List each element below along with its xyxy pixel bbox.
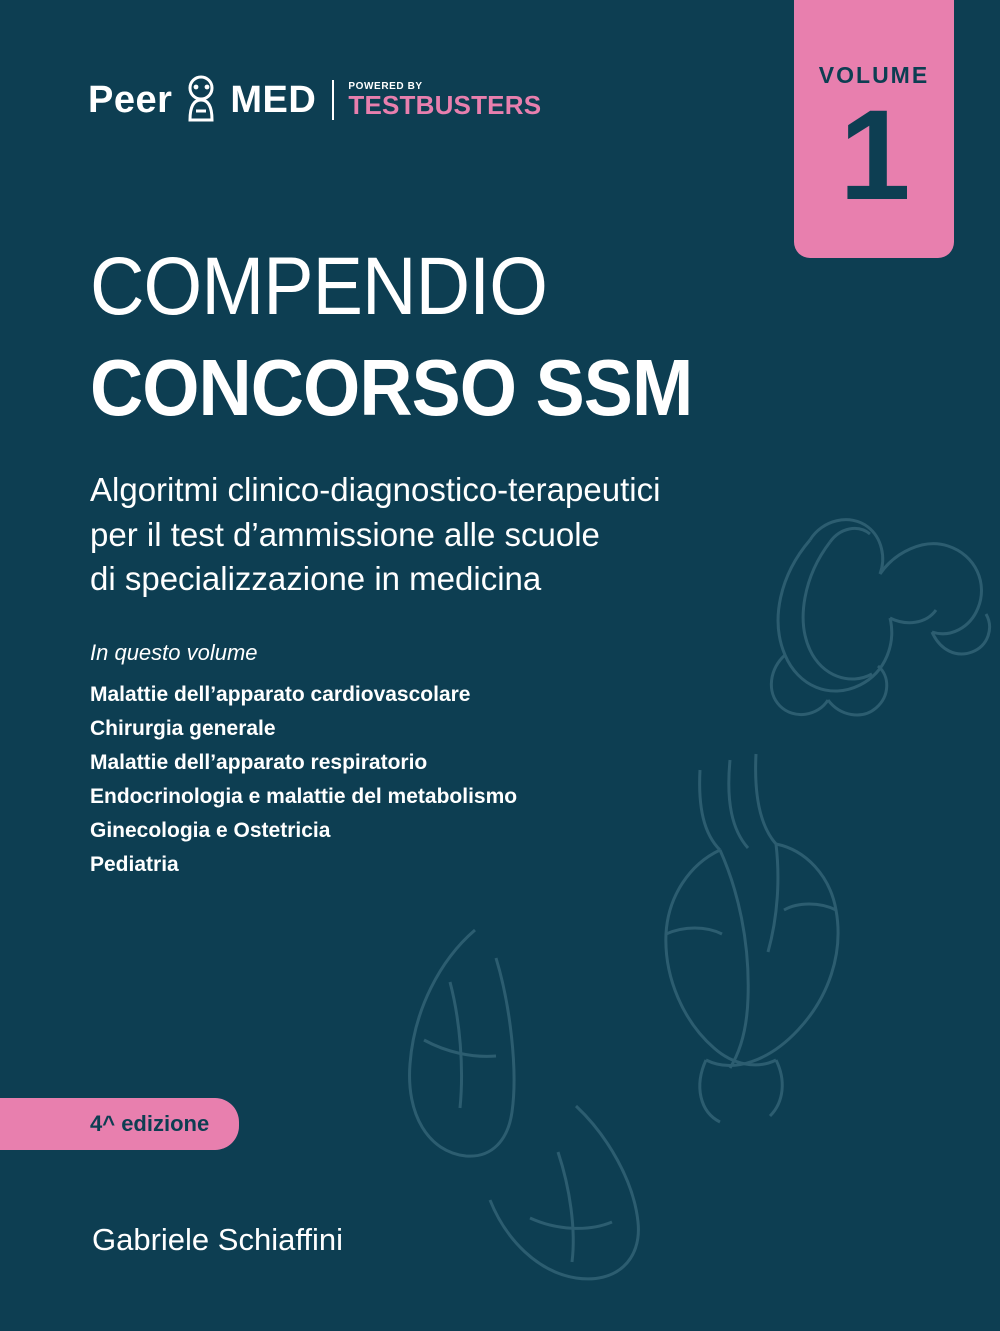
logo-testbusters-text: TESTBUSTERS	[348, 89, 542, 120]
uterus-illustration-icon	[690, 480, 1000, 760]
volume-number: 1	[839, 84, 909, 227]
cover-title-line2: CONCORSO SSM	[90, 343, 693, 432]
list-item: Malattie dell’apparato respiratorio	[90, 751, 428, 775]
list-item: Chirurgia generale	[90, 717, 276, 741]
logo-med-text: MED	[230, 78, 317, 121]
list-item: Ginecologia e Ostetricia	[90, 819, 331, 843]
publisher-logo	[88, 74, 541, 126]
list-item: Endocrinologia e malattie del metabolismo	[90, 785, 518, 809]
contents-intro: In questo volume	[90, 640, 258, 665]
logo-brand-block	[348, 81, 541, 119]
logo-divider	[332, 80, 334, 120]
peer-med-mark-icon	[174, 74, 228, 126]
author-name: Gabriele Schiaffini	[92, 1222, 344, 1257]
cover-subtitle	[90, 468, 730, 602]
edition-badge: 4^ edizione	[0, 1098, 239, 1150]
subtitle-line-2: per il test d’ammissione alle scuole	[90, 515, 600, 553]
logo-powered-by-text: POWERED BY	[348, 80, 423, 92]
lungs-illustration-icon	[380, 900, 710, 1300]
logo-peer-text: Peer	[88, 78, 173, 121]
volume-label: VOLUME	[818, 62, 930, 88]
list-item: Malattie dell’apparato cardiovascolare	[90, 683, 471, 706]
cover-title-line1: COMPENDIO	[90, 241, 547, 332]
list-item: Pediatria	[90, 853, 179, 877]
subtitle-line-1: Algoritmi clinico-diagnostico-terapeutici	[90, 471, 661, 508]
volume-tab	[794, 0, 954, 258]
heart-illustration-icon	[580, 730, 900, 1150]
subtitle-line-3: di specializzazione in medicina	[90, 560, 542, 598]
contents-topic-list	[90, 678, 517, 882]
